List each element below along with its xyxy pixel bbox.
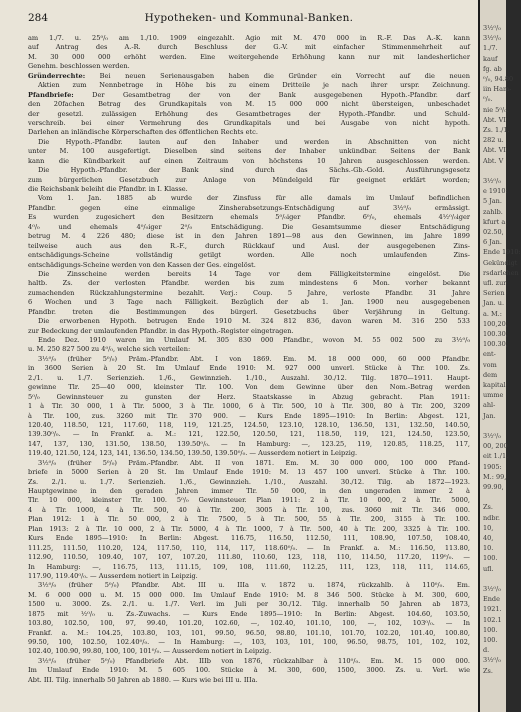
text-line <box>28 478 470 487</box>
text-line <box>28 591 470 600</box>
text-line <box>28 666 470 675</box>
adjacent-page-fragment: 5 Jan. <box>483 197 502 206</box>
text-line-content: Frankf. a. M.: 104.25, 103.80, 103, 101, 99.50, 96.50, 98.80, 101.10, 101.70, 102.20, 101.40, 100.80, <box>28 628 470 637</box>
text-line-content: Im Umlauf Ende 1910: M. 5 605 100. Stücke à M. 300, 600, 1500, 3000. Zs. u. Verl. wie <box>28 666 470 675</box>
text-line-content: in 3600 Serien à 20 St. Im Umlauf Ende 1910: M. 927 000 unverl. Stücke à Thr. 100. Zs. <box>28 364 470 373</box>
page-number: 284 <box>28 12 49 24</box>
text-line-content: betrug M. 4 226 480; diese ist in den Jahren 1891—98 aus den Gewinnen, im Jahre 1899 <box>28 232 470 241</box>
adjacent-page-fragment: ⁰/₀, 94.80 <box>483 75 514 83</box>
text-line-content: 119.40, 121.50, 124, 123, 141, 136.50, 134.50, 139.50, 139.50⁰/₀. — Ausserdem notiert in Leipzig. <box>28 449 358 458</box>
adjacent-page-fragment: a. M.: <box>483 309 502 318</box>
adjacent-page-edge <box>478 0 521 712</box>
text-line <box>28 289 470 298</box>
adjacent-page-fragment: 282 u. <box>483 136 504 145</box>
text-line <box>28 53 470 62</box>
adjacent-page-fragment: zahlb. <box>483 207 503 216</box>
text-line-content: In Hamburg: —, 116.75, 113, 111.15, 109, 108, 111.60, 112.25, 111, 123, 118, 111, 114.65, <box>28 562 470 571</box>
adjacent-page-fragment: eit 1./1. <box>483 452 509 461</box>
text-line <box>28 261 470 270</box>
text-line-content: Ende Dez. 1910 waren im Umlauf M. 305 830 000 Pfandbr., wovon M. 55 002 500 zu 3½⁰/₀ <box>38 336 470 344</box>
text-line <box>28 440 470 449</box>
text-line-content: u. M. 250 827 500 zu 4⁰/₀, welche sich verteilen: <box>28 345 191 354</box>
text-line <box>28 496 470 505</box>
text-line-content: 3½⁰/₀ (früher 5⁰/₀) Pfandbriefe Abt. IIIb von 1876, rückzahlbar à 110⁰/₀. Em. M. 15 000 000. <box>38 656 470 665</box>
adjacent-page-fragment: 10, <box>483 523 494 532</box>
text-line <box>28 430 470 439</box>
text-line <box>28 647 470 656</box>
text-line <box>28 43 470 52</box>
text-line <box>28 600 470 609</box>
text-line-content: unter M. 100 ausgefertigt. Dieselben sind seitens der Inhaber unkündbar. Seitens der Bank <box>28 147 470 156</box>
text-line-content: gewinne Tlr. 25—40 000, kleinster Tlr. 100. Von dem Gewinne über den Nom.-Betrag werden <box>28 383 470 392</box>
text-line-content: Die Hypoth.-Pfandbr. lauten auf den Inhaber und werden in Abschnitten von nicht <box>38 137 470 146</box>
text-line <box>28 194 470 203</box>
adjacent-page-fragment: umme <box>483 391 504 400</box>
text-line-content: kann die Kündbarkeit auf einen Zeitraum von höchstens 10 Jahren ausgeschlossen werden. <box>28 156 470 165</box>
text-line-content: 4 à Tlr. 1000, 4 à Tlr. 500, 40 à Tlr. 200, 3005 à Tlr. 100, zus. 3060 mit Tlr. 346 000. <box>28 505 470 514</box>
adjacent-page-fragment: 6 Jan. <box>483 238 502 247</box>
text-line-content: haltb. Zs. der verlosten Pfandbr. werden bis zum mindestens 6 Mon. vorher bekannt <box>28 279 470 288</box>
text-line <box>28 581 470 590</box>
text-line <box>28 402 470 411</box>
adjacent-page-fragment: M.: 99, <box>483 472 507 481</box>
text-line-content: zur Bedeckung der umlaufenden Pfandbr. in das Hypoth.-Register eingetragen. <box>28 326 294 335</box>
text-line <box>28 232 470 241</box>
adjacent-page-fragment: Zs. 1./1. <box>483 126 510 134</box>
adjacent-page-fragment: fg. ab <box>483 64 502 73</box>
adjacent-page-fragment: ahl- <box>483 401 496 410</box>
text-line <box>28 157 470 166</box>
text-line-content: zum bürgerlichen Gesetzbuch zur Anlage von Mündelgeld für geeignet erklärt worden; <box>28 175 470 184</box>
text-line <box>28 298 470 307</box>
adjacent-page-fragment: 100. <box>483 554 498 563</box>
text-line <box>28 72 470 81</box>
text-line <box>28 270 470 279</box>
text-line <box>28 176 470 185</box>
adjacent-page-fragment: 1921. <box>483 605 502 614</box>
text-line-content: Darlehen an inländische Körperschaften des öffentlichen Rechts etc. <box>28 128 258 137</box>
text-line <box>28 534 470 543</box>
text-line-content: entschädigungs-Scheine vollständig getilgt worden. Alle noch umlaufenden Zins- <box>28 251 470 260</box>
text-line <box>28 676 470 685</box>
text-line-content: Aktien zum Nennbetrage in Höhe bis zu einem Dritteile je nach ihrer urspr. Zeichnung. <box>38 81 470 90</box>
text-line <box>28 345 470 354</box>
text-line-content: verschreib. bei einer Vermehrung des Grundkapitals und bei Ausgabe von nicht hypoth. <box>28 118 470 127</box>
text-line-content: 139.30⁰/₀. — In Frankf. a. M.: 121, 122.50, 120.50, 121, 118.50, 119, 121, 124.50, 123.50, <box>28 430 470 439</box>
text-line-content: Bei neuen Serienausgaben haben die Gründer ein Vorrecht auf die neuen <box>85 71 470 80</box>
adjacent-page-fragment: kfurt a. <box>483 217 508 226</box>
adjacent-page-fragment: vom <box>483 360 497 369</box>
text-line-content: Plan 1912: 1 à Tlr. 50 000, 2 à Tlr. 7500, 5 à Tlr. 500, 55 à Tlr. 200, 3155 à Tlr. 100. <box>28 515 470 524</box>
text-line-content: 99.50, 100, 102.50, 102.40⁰/₀. — In Hamburg: —, 103, 103, 101, 100, 96.50, 98.75, 101, 102, 102, <box>28 638 470 646</box>
text-line <box>28 619 470 628</box>
text-line-content: Pfandbr. treten die Bestimmungen des bürgerl. Gesetzbuchs über Verjährung in Geltung. <box>28 307 470 316</box>
adjacent-page-fragment: Zs. <box>483 503 493 512</box>
text-line <box>28 100 470 109</box>
text-line <box>28 563 470 572</box>
text-line-content: den 20fachen Betrag des Grundkapitals von M. 15 000 000 nicht übersteigen, unbeschadet <box>28 100 470 109</box>
adjacent-page-fragment: 02.50, <box>483 228 504 236</box>
text-line <box>28 657 470 666</box>
text-line <box>28 412 470 421</box>
text-line-content: 111.25, 111.50, 110.20, 124, 117.50, 110, 114, 117, 118.60⁰/₀. — In Frankf. a. M.: 116.50, 113.80, <box>28 543 470 552</box>
text-line <box>28 166 470 175</box>
text-line-content: 102.40, 100.90, 99.80, 100, 100, 101⁰/₀. — Ausserdem notiert in Leipzig. <box>28 647 272 656</box>
text-line-content: Abt. III. Tilg. innerhalb 50 Jahren ab 1880. — Kurs wie bei III u. IIIa. <box>28 675 258 684</box>
adjacent-page-fragment: 1905: <box>483 462 502 471</box>
text-line <box>28 317 470 326</box>
text-line <box>28 91 470 100</box>
adjacent-page-fragment: 40, <box>483 534 494 542</box>
adjacent-page-fragment: rsdarlehen <box>483 268 519 277</box>
adjacent-page-fragment: ndbr. <box>483 513 500 522</box>
adjacent-page-fragment: 10. <box>483 544 494 553</box>
adjacent-page-fragment: 99.90, <box>483 483 504 491</box>
adjacent-page-fragment: 100. <box>483 636 498 644</box>
text-line-content: 3½⁰/₀ (früher 5⁰/₀) Pfandbr. Abt. III u. IIIa v. 1872 u. 1874, rückzahlb. à 110⁰/₀. Em. <box>38 581 470 590</box>
text-line-content: die Reichsbank beleiht die Pfandbr. in I. Klasse. <box>28 185 188 193</box>
adjacent-page-fragment: ufl. <box>483 564 494 573</box>
text-line <box>28 544 470 553</box>
text-line <box>28 515 470 524</box>
text-line <box>28 251 470 260</box>
text-line-content: 147, 137, 130, 131.50, 138.50, 139.50⁰/₀. — In Hamburg: —, 123.25, 119, 120.85, 118.25, 117, <box>28 439 470 448</box>
text-line <box>28 421 470 430</box>
text-line <box>28 374 470 383</box>
adjacent-page-fragment: Ende 1910: <box>483 248 521 257</box>
text-line <box>28 355 470 364</box>
text-line <box>28 213 470 222</box>
text-line-content: entschädigungs-Scheine werden von den Kassen der Ges. eingelöst. <box>28 260 256 269</box>
adjacent-page-fragment: iin Ham- <box>483 85 512 94</box>
text-line <box>28 629 470 638</box>
adjacent-page-fragment: Gekündigt <box>483 258 518 267</box>
text-line <box>28 204 470 213</box>
adjacent-page-fragment: 3½⁰/₀ <box>483 34 501 43</box>
section-label: Gründerrechte: <box>28 71 86 80</box>
adjacent-page-fragment: 00, 200 <box>483 442 508 451</box>
text-line <box>28 459 470 468</box>
adjacent-page-fragment: 3½⁰/₀ <box>483 177 501 185</box>
text-line-content: auf Antrag des A.-R. durch Beschluss der G.-V. mit einfacher Stimmenmehrheit auf <box>28 43 470 52</box>
text-line-content: 1500 u. 3000. Zs. 2./1. u. 1./7. Verl. im Juli per 30./12. Tilg. innerhalb 50 Jahren ab 1873, <box>28 600 470 609</box>
text-line-content: 112.90, 110.50, 109.40, 107, 107, 107.20, 111.80, 110.60, 123, 118, 110, 114.50, 117.20, 119⁰/₀. — <box>28 553 470 562</box>
adjacent-page-fragment: kapital <box>483 381 506 389</box>
text-line <box>28 279 470 288</box>
text-line <box>28 572 470 581</box>
text-line <box>28 119 470 128</box>
text-line-content: Genehm. beschlossen werden. <box>28 62 130 71</box>
text-line-content: Die Hypoth.-Pfandbr. der Bank sind durch das Sächs.-Gb.-Gold. Ausführungsgesetz <box>38 166 470 175</box>
adjacent-page-fragment: d. <box>483 646 490 655</box>
text-line <box>28 610 470 619</box>
text-line-content: Tlr. 10 000, kleinster Tlr. 100. 5⁰/₀ Gewinnsteuer. Plan 1911: 2 à Tlr. 10 000, 2 à Tlr. 5000, <box>28 496 470 505</box>
adjacent-page-fragment: Abt. VI <box>483 146 506 155</box>
text-line-content: Zs. 2./1. u. 1./7. Serienzieh. 1./6., Gewinnzieh. 1./10., Auszahl. 30./12. Tilg. ab 1872—1923. <box>28 477 470 486</box>
adjacent-page-fragment: ⁰/₀. <box>483 95 493 104</box>
adjacent-page-fragment: ent- <box>483 350 496 359</box>
adjacent-page-fragment: 3½⁰/₀ <box>483 585 501 593</box>
text-line-content: Hauptgewinne in den geraden Jahren immer Tlr. 50 000, in den ungeraden immer 2 à <box>28 487 470 495</box>
adjacent-page-fragment: Jan. <box>483 411 496 420</box>
adjacent-page-fragment: kauf <box>483 54 498 63</box>
adjacent-page-fragment: Jan. u. <box>483 299 505 308</box>
adjacent-page-fragment: 3½⁰/₀ <box>483 24 501 32</box>
text-line <box>28 327 470 336</box>
text-line <box>28 506 470 515</box>
text-line <box>28 449 470 458</box>
text-line-content: 2./1. u. 1./7. Serienzieh. 1./6., Gewinnzieh. 1./10., Auszahl. 30./12. Tilg. 1870—1911. Haupt- <box>28 373 470 382</box>
text-line-content: briefe in 5000 Serien à 20 St. Im Umlauf Ende 1910: M. 13 457 100 unverl. Stücke à Thr. 100. <box>28 468 470 477</box>
adjacent-page-fragment: Serien <box>483 289 505 298</box>
text-line-content: Kurs Ende 1895—1910: In Berlin: Abgest. 116.75, 116.50, 112.50, 111, 108.90, 107.50, 108.40, <box>28 534 470 543</box>
adjacent-page-fragment: 1./7. <box>483 44 498 53</box>
text-line-content: zumachenden Rückzahlungstermine bezahlt. Verj.: Coup. 5 Jahre, verloste Pfandbr. 31 Jahre <box>28 288 470 297</box>
text-line-content: Die erworbenen Hypoth. betrugen Ende 1910 M. 324 812 836, davon waren M. 316 250 533 <box>38 317 470 326</box>
text-line <box>28 34 470 43</box>
text-line-content: Die Zinsscheine werden bereits 14 Tage vor dem Fälligkeitstermine eingelöst. Die <box>38 269 470 278</box>
adjacent-page-fragment: Ende <box>483 595 500 604</box>
text-line-content: à Tlr. 100, zus. 3260 mit Tlr. 370 900. — Kurs Ende 1895—1910: In Berlin: Abgest. 121, <box>28 411 470 420</box>
text-line <box>28 147 470 156</box>
text-line-content: teilweise auch aus den R.-F., durch Rückkauf und Ausl. der ausgegebenen Zins- <box>28 241 470 250</box>
text-line-content: 6 Wochen und 3 Tage nach Fälligkeit. Bezüglich der ab 1. Jan. 1900 neu ausgegebenen <box>28 298 470 307</box>
adjacent-page-fragment: 100.30, <box>483 340 508 349</box>
text-line-content: 3½⁰/₀ (früher 5⁰/₀) Präm.-Pfandbr. Abt. II von 1871. Em. M. 30 000 000, 100 000 Pfand- <box>38 458 470 467</box>
adjacent-page-fragment: 3½⁰/₀ <box>483 656 501 665</box>
text-line <box>28 62 470 71</box>
adjacent-page-fragment: e 1910: <box>483 187 508 196</box>
text-line <box>28 128 470 137</box>
text-line-content: am 1./7. u. 25⁰/₀ am 1./10. 1909 eingezahlt. Agio mit M. 470 000 in R.-F. Das A.-K. kann <box>28 34 470 42</box>
text-line-content: Es wurden zugesichert den Besitzern ehemals 5⁰/₀iger Pfandbr. 6⁰/₀, ehemals 4½⁰/₀iger <box>28 213 470 222</box>
text-line <box>28 138 470 147</box>
text-line <box>28 185 470 194</box>
text-line-content: 3½⁰/₀ (früher 5⁰/₀) Präm.-Pfandbr. Abt. I von 1869. Em. M. 18 000 000, 60 000 Pfandbr. <box>38 354 470 363</box>
text-line <box>28 223 470 232</box>
adjacent-page-fragment: 100. <box>483 625 498 634</box>
text-line <box>28 364 470 373</box>
text-line-content: 120.40, 118.50, 121, 117.60, 118, 119, 121.25, 124.50, 123.10, 128.10, 136.50, 131, 132.50, 140.50, <box>28 420 470 429</box>
text-line-content: 4⁰/₀ und ehemals 4⁰/₀iger 2⁰/₀ Entschädigung. Die Gesamtsumme dieser Entschädigung <box>28 222 470 231</box>
adjacent-page-fragment: Abt. VI <box>483 115 506 124</box>
adjacent-page-fragment: ufl. zur <box>483 279 507 287</box>
text-line <box>28 81 470 90</box>
body-text <box>28 34 470 706</box>
running-title: Hypotheken- und Kommunal-Banken. <box>144 12 354 24</box>
text-line <box>28 110 470 119</box>
text-line-content: 1 à Tlr. 30 000, 1 à Tlr. 5000, 3 à Tlr. 1000, 6 à Tlr. 500, 10 à Tlr. 300, 80 à Tlr. 200, 3209 <box>28 402 470 411</box>
text-line-content: 1875 mit ½⁰/₀ u. Zs.-Zuwachs. — Kurs Ende 1895—1910: In Berlin: Abgest. 104.60, 103.50, <box>28 609 470 618</box>
text-line-content: M. 30 000 000 erhöht werden. Eine weitergehende Erhöhung kann nur mit landesherlicher <box>28 52 470 61</box>
text-line <box>28 393 470 402</box>
adjacent-page-fragment: nie 5⁰/₀. <box>483 105 509 114</box>
text-line <box>28 383 470 392</box>
text-line-content: Vom 1. Jan. 1885 ab wurde der Zinsfuss für alle damals im Umlauf befindlichen <box>38 194 470 203</box>
adjacent-page-fragment: Zs. <box>483 666 493 675</box>
adjacent-page-fragment: 100.30, <box>483 330 508 338</box>
text-line <box>28 553 470 562</box>
text-line-content: Plan 1913: 2 à Tlr. 10 000, 2 à Tlr. 5000, 4 à Tlr. 1000, 7 à Tlr. 500, 40 à Tlr. 200, 3325 à Tlr. 100. <box>28 524 470 533</box>
adjacent-page-fragment: Abt. V <box>483 156 504 165</box>
text-line-content: 103.80, 102.50, 100, 97, 99.40, 101.20, 102.60, —, 102.40, 101.10, 100, —, 102, 103⁰/₀. — In <box>28 619 470 628</box>
section-label: Pfandbriefe: <box>28 90 74 99</box>
adjacent-page-fragment: 100,20, <box>483 319 508 328</box>
text-line-content: Pfandbr. gegen eine einmalige Zinsherabsetzungs-Entschädigung auf 3½⁰/₀ ermässigt. <box>28 203 470 212</box>
adjacent-page-fragment: dem <box>483 370 498 379</box>
text-line <box>28 525 470 534</box>
text-line <box>28 468 470 477</box>
text-line <box>28 336 470 345</box>
text-line <box>28 638 470 647</box>
text-line-content: der gesetzl. zulässigen Erhöhung des Gesamtbetrages der Hypoth.-Pfandbr. und Schuld- <box>28 109 470 118</box>
page-header <box>28 12 470 26</box>
adjacent-page-fragment: 102.1 <box>483 615 502 624</box>
text-line-content: M. 6 000 000 u. M. 15 000 000. Im Umlauf Ende 1910: M. 8 346 500. Stücke à M. 300, 600, <box>28 590 470 599</box>
adjacent-page-fragment: 3½⁰/₀ <box>483 432 501 440</box>
text-line-content: 5⁰/₀ Gewinnsteuer zu gunsten der Herz. Staatskasse in Abzug gebracht. Plan 1911: <box>28 392 470 401</box>
text-line-content: 117.90, 119.40⁰/₀. — Ausserdem notiert in Leipzig. <box>28 571 198 580</box>
text-line <box>28 242 470 251</box>
text-line-content: Der Gesamtbetrag der von der Bank ausgegebenen Hypoth.-Pfandbr. darf <box>73 90 470 99</box>
text-line <box>28 308 470 317</box>
